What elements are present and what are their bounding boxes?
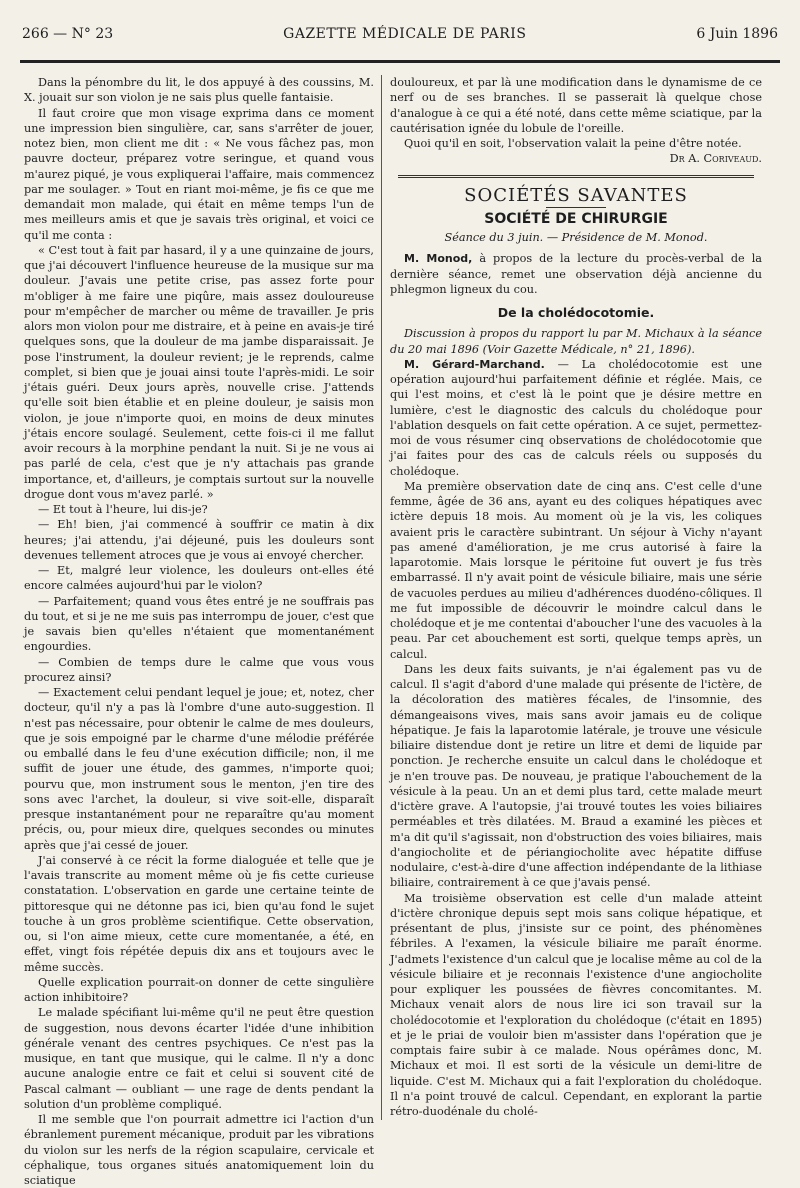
dialogue-line: — Et, malgré leur violence, les douleurs ont-elles été encore calmées aujourd'hui par le violon? (24, 564, 374, 593)
title-rule (546, 207, 606, 208)
subsection-title: De la cholédocotomie. (497, 305, 655, 320)
speaker-text: — La cholédocotomie est une opération aujourd'hui parfaitement définie et réglée. Mais, ce qui l'est moins, et c'est là le point que je désire mettre en lumière, c'est le diagnostic des calculs du cholédoque pour l'ablation desquels on fait cette opération. A ce sujet, permettez-moi de vous résumer cinq observations de cholédocotomie que j'ai faites pour des cas de calculs réels ou supposés du cholédoque. (390, 357, 762, 478)
dialogue-line: — Parfaitement; quand vous êtes entré je ne souffrais pas du tout, et si je ne me suis pas interrompu de jouer, c'est que je savais bien qu'elles n'étaient que momentanément engourdies. (24, 594, 374, 654)
dialogue-line: — Exactement celui pendant lequel je joue; et, notez, cher docteur, qu'il n'y a pas là l'ombre d'une auto-suggestion. Il n'est pas nécessaire, pour obtenir le calme de mes douleurs, que je sois empoigné par le charme d'une mélodie préférée ou emballé dans le feu d'une exécution difficile; non, il me suffit de jouer une étude, des gammes, n'importe quoi; pourvu que, mon instrument sous le menton, j'en tire des sons avec l'archet, la douleur, si vive soit-elle, disparaît presque instantanément pour ne reparaître qu'au moment précis, ou, pour mieux dire, quelques secondes ou minutes après que j'ai cessé de jouer. (24, 686, 374, 852)
section-title: SOCIÉTÉS SAVANTES (464, 184, 688, 206)
dialogue-line: — Et tout à l'heure, lui dis-je? (38, 503, 208, 516)
paragraph (390, 357, 762, 479)
section-rule (398, 175, 754, 178)
left-column (24, 75, 374, 1187)
issue-date: 6 Juin 1896 (696, 26, 778, 42)
paragraph: Ma première observation date de cinq ans. C'est celle d'une femme, âgée de 36 ans, ayant eu des coliques hépatiques avec ictère depuis 18 mois. Au moment où je la vis, les coliques avaient pris le caractère subintrant. Un séjour à Vichy n'ayant pas amené d'amélioration, je me crus autorisé à faire la laparotomie. Mais lorsque le péritoine fut ouvert je fus très embarrassé. Il n'y avait point de vésicule biliaire, mais une série de vacuoles perdues au milieu d'adhérences duodéno-côliques. Il me fut impossible de découvrir le moindre calcul dans le cholédoque et je me contentai d'aboucher l'une des vacuoles à la peau. Par cet abouchement est sorti, quelque temps après, un calcul. (390, 479, 762, 661)
paragraph: Le malade spécifiant lui-même qu'il ne peut être question de suggestion, nous devons écarter l'idée d'une inhibition générale venant des centres psychiques. Ce n'est pas la musique, en tant que musique, qui le calme. Il n'y a donc aucune analogie entre ce fait et celui si souvent cité de Pascal calmant — oubliant — une rage de dents pendant la solution d'un problème compliqué. (24, 1006, 374, 1111)
paragraph: Dans les deux faits suivants, je n'ai également pas vu de calcul. Il s'agit d'abord d'une malade qui présente de l'ictère, de la décoloration des matières fécales, de l'insomnie, des démangeaisons vives, mais sans avoir jamais eu de colique hépatique. Je fais la laparotomie latérale, je trouve une vésicule biliaire distendue dont je retire un litre et demi de liquide par ponction. Je recherche ensuite un calcul dans le cholédoque et je n'en trouve pas. De nouveau, je pratique l'abouchement de la vésicule à la peau. Un an et demi plus tard, cette malade meurt d'ictère grave. A l'autopsie, j'ai trouvé toutes les voies biliaires perméables et très dilatées. M. Braud a examiné les pièces et m'a dit qu'il s'agissait, non d'obstruction des voies biliaires, mais d'angiocholite et de périangiocholite avec hépatite diffuse nodulaire, c'est-à-dire d'une affection indépendante de la lithiase biliaire, contrairement à ce que j'avais pensé. (390, 662, 762, 890)
page-number: 266 — N° 23 (22, 26, 114, 42)
right-column (390, 75, 762, 1120)
dialogue-line: — Combien de temps dure le calme que vous vous procurez ainsi? (24, 655, 374, 684)
speaker-name: M. Monod, (404, 252, 473, 266)
discussion-note: Discussion à propos du rapport lu par M. Michaux à la séance du 20 mai 1896 (Voir Gazette Médicale, n° 21, 1896). (390, 327, 762, 356)
speaker-name: M. Gérard-Marchand. (404, 357, 545, 371)
author-signature: Dr A. Coriveaud. (669, 152, 762, 166)
paragraph: Dans la pénombre du lit, le dos appuyé à des coussins, M. X. jouait sur son violon je ne sais plus quelle fantaisie. (24, 76, 374, 105)
page-header (22, 26, 778, 52)
paragraph: Quelle explication pourrait-on donner de cette singulière action inhibitoire? (24, 975, 374, 1004)
society-title: SOCIÉTÉ DE CHIRURGIE (484, 210, 668, 227)
paragraph: Ma troisième observation est celle d'un malade atteint d'ictère chronique depuis sept mois sans colique hépatique, et présentant de plus, j'insiste sur ce point, des phénomènes fébriles. A l'examen, la vésicule biliaire me paraît énorme. J'admets l'existence d'un calcul que je localise même au col de la vésicule biliaire et je reconnais l'existence d'une angiocholite pour expliquer les poussées de fièvres concomitantes. M. Michaux venait alors de nous lire ici son travail sur la cholédocotomie et l'exploration du cholédoque (c'était en 1895) et je le priai de vouloir bien m'assister dans l'opération que je comptais faire subir à ce malade. Nous opérâmes donc, M. Michaux et moi. Il est sorti de la vésicule un demi-litre de liquide. C'est M. Michaux qui a fait l'exploration du cholédoque. Il n'a point trouvé de calcul. Cependant, en explorant la partie rétro-duodénale du cholé- (390, 891, 762, 1118)
paragraph: Il faut croire que mon visage exprima dans ce moment une impression bien singulière, car, sans s'arrêter de jouer, notez bien, mon client me dit : « Ne vous fâchez pas, mon pauvre docteur, préparez votre seringue, et quand vous m'aurez piqué, je vous expliquerai l'affaire, mais commencez par me soulager. » Tout en riant moi-même, je fis ce que me demandait mon malade, qui était en même temps l'un de mes meilleurs amis et que je savais très original, et voici ce qu'il me conta : (24, 106, 374, 242)
column-divider (381, 75, 382, 1120)
speaker-text: à propos de la lecture du procès-verbal de la dernière séance, remet une observation déjà ancienne du phlegmon ligneux du cou. (390, 252, 762, 296)
paragraph (390, 251, 762, 297)
paragraph: douloureux, et par là une modification dans le dynamisme de ce nerf ou de ses branches. Il se passerait là quelque chose d'analogue à ce qui a été noté, dans cette même sciatique, par la cautérisation ignée du lobule de l'oreille. (390, 76, 762, 135)
paragraph: Quoi qu'il en soit, l'observation valait la peine d'être notée. (404, 137, 742, 150)
paragraph: Il me semble que l'on pourrait admettre ici l'action d'un ébranlement purement mécanique, produit par les vibrations du violon sur les nerfs de la région scapulaire, cervicale et céphalique, tous organes situés anatomiquement loin du sciatique (24, 1113, 374, 1187)
header-rule (20, 60, 780, 63)
dialogue-line: — Eh! bien, j'ai commencé à souffrir ce matin à dix heures; j'ai attendu, j'ai déjeuné, puis les douleurs sont devenues tellement atroces que je vous ai envoyé chercher. (24, 518, 374, 562)
paragraph: « C'est tout à fait par hasard, il y a une quinzaine de jours, que j'ai découvert l'influence heureuse de la musique sur ma douleur. J'avais une petite crise, pas assez forte pour m'obliger à me faire une piqûre, mais assez douloureuse pour m'empêcher de marcher ou même de travailler. Je pris alors mon violon pour me distraire, et à peine en avais-je tiré quelques sons, que la douleur de ma jambe disparaissait. Je pose l'instrument, la douleur revient; je le reprends, calme complet, si bien que je jouai ainsi toute l'après-midi. Le soir j'étais guéri. Deux jours après, nouvelle crise. J'attends qu'elle soit bien établie et en pleine douleur, je saisis mon violon, je joue n'importe quoi, en moins de deux minutes j'étais encore soulagé. Seulement, cette fois-ci il me fallut avoir recours à la morphine pendant la nuit. Si je ne vous ai pas parlé de cela, c'est que je n'y attachais pas grande importance, et, d'ailleurs, je comptais surtout sur la nouvelle drogue dont vous m'avez parlé. » (24, 243, 374, 501)
paragraph: J'ai conservé à ce récit la forme dialoguée et telle que je l'avais transcrite au moment même où je fis cette curieuse constatation. L'observation en garde une certaine teinte de pittoresque qui ne détonne pas ici, bien qu'au fond le sujet touche à un gros problème scientifique. Cette observation, ou, si l'on aime mieux, cette cure momentanée, a été, en effet, vingt fois répétée depuis dix ans et toujours avec le même succès. (24, 853, 374, 974)
journal-title: GAZETTE MÉDICALE DE PARIS (283, 26, 527, 42)
session-line: Séance du 3 juin. — Présidence de M. Monod. (444, 231, 708, 244)
